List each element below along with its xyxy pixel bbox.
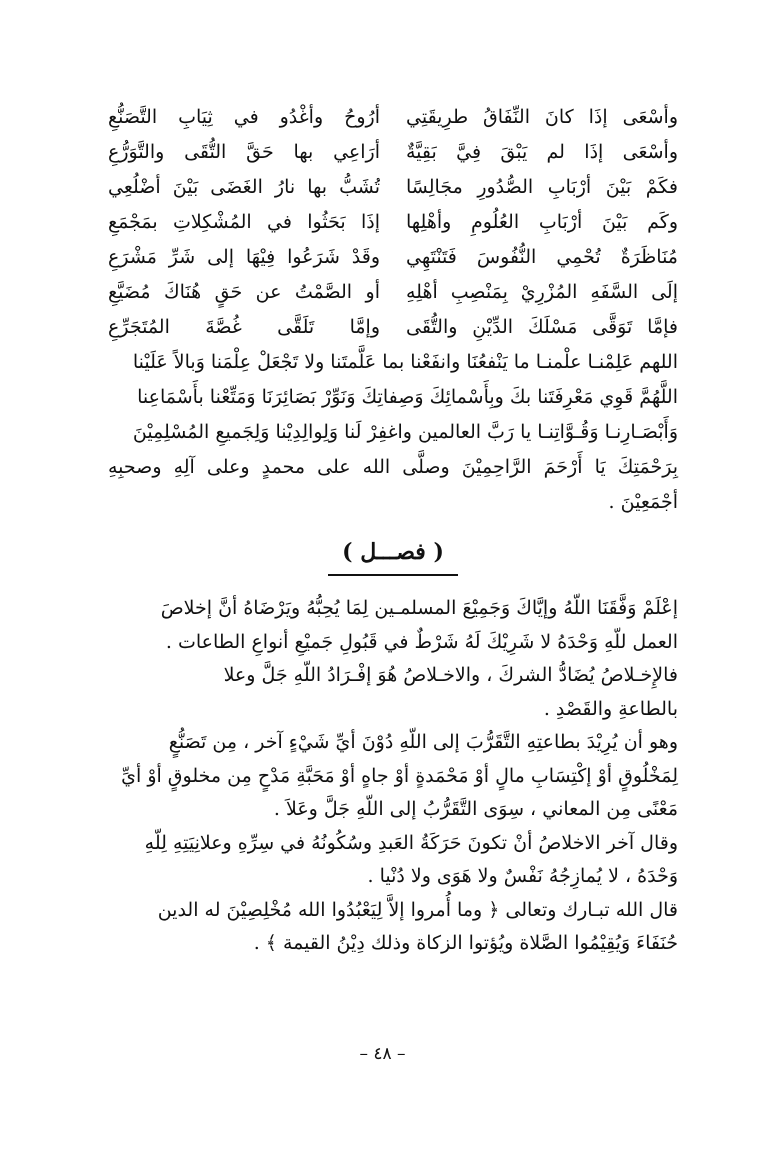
- poem: [108, 100, 678, 345]
- poem-verse: [108, 310, 678, 345]
- section-line: حُنَفَاءَ وَيُقِيْمُوا الصَّلاة ويُؤتوا الزكاة وذلك دِيْنُ القيمة ﴾ .: [253, 932, 678, 954]
- verse-right-hemistich: مُنَاظَرَةٌ تُحْمِي النُّفُوسَ فَتَنْتَهِي: [406, 246, 678, 268]
- section-line: قال الله تبـارك وتعالى ﴿ وما أُمروا إلاَّ لِيَعْبُدُوا الله مُخْلِصِيْنَ له الدين: [157, 898, 678, 921]
- verse-left-hemistich: إذَا بَحَثُوا في المُشْكِلاتِ بمَجْمَعِ: [108, 211, 380, 233]
- verse-left-hemistich: أرُوحُ وأغْدُو في ثِيَابِ التَّصَنُّعِ: [108, 106, 380, 128]
- verse-right-hemistich: إلَى السَّفَهِ المُزْرِيْ بِمَنْصِبِ أهْلِهِ: [406, 281, 678, 303]
- poem-verse: [108, 170, 678, 205]
- verse-left-hemistich: أرَاعِي بها حَقَّ التُّقَى والتَّوَرُّعِ: [108, 141, 380, 163]
- poem-verse: [108, 100, 678, 135]
- verse-left-hemistich: تُشَبُّ بها نارُ الغَضَى بَيْنَ أضْلُعِي: [108, 176, 380, 198]
- page-body: [108, 100, 678, 961]
- verse-right-hemistich: فكَمْ بَيْنَ أرْبَابِ الصُّدُورِ مجَالِسًا: [406, 176, 678, 198]
- verse-right-hemistich: وأسْعَى إذَا لم يَبْقَ فِيَّ بَقِيَّةٌ: [406, 141, 678, 163]
- section-line: فالإِخـلاصُ يُضَادُّ الشركَ ، والاخـلاصُ هُوَ إفْـرَادُ اللّهِ جَلَّ وعلا: [223, 664, 678, 686]
- poem-verse: [108, 205, 678, 240]
- section-line: لِمَخْلُوقٍ أوْ إكْتِسَابِ مالٍ أوْ مَحْمَدةٍ أوْ جاهٍ أوْ مَحَبَّةِ مَدْحٍ مِن مخلوقٍ أوْ أيِّ: [121, 764, 678, 787]
- verse-left-hemistich: وإمَّا تَلَقَّى غُصَّةَ المُتَجَرِّعِ: [108, 316, 380, 338]
- closing-prayer: [108, 345, 678, 520]
- verse-right-hemistich: وأسْعَى إذَا كانَ النِّفَاقُ طرِيقَتِي: [406, 106, 678, 128]
- prayer-line: وَأَبْصَـارِنـا وَقُـوَّاتِنـا يا رَبَّ العالمين واغفِرْ لَنا وَلِوالِدِيْنا وَلِجَميعِ المُسْلِمِيْنَ: [132, 421, 678, 443]
- prayer-line: اللهم عَلِمْنـا علْمنـا ما يَنْفعُنَا وانفَعْنا بما عَلَّمتَنا ولا تَجْعَلْ عِلْمَنا وَبالاً عَلَيْنا: [132, 351, 678, 373]
- section-line: وَحْدَهُ ، لا يُمازِجُهُ نَفْسٌ ولا هَوَى ولا دُنْيا .: [367, 865, 678, 887]
- poem-verse: [108, 240, 678, 275]
- prayer-line: بِرَحْمَتِكَ يَا أَرْحَمَ الرَّاحِمِيْنَ وصلَّى الله على محمدٍ وعلى آلِهِ وصحبِهِ أجْمَعِيْنَ .: [108, 456, 678, 513]
- verse-left-hemistich: أو الصَّمْتُ عن حَقٍ هُنَاكَ مُضَيَّعِ: [108, 281, 380, 303]
- page-number: – ٤٨ –: [359, 1044, 406, 1064]
- section-heading: [108, 530, 678, 574]
- poem-verse: [108, 275, 678, 310]
- verse-right-hemistich: وكَم بَيْنَ أرْبَابِ العُلُومِ وأهْلِها: [406, 211, 678, 233]
- section-line: العمل للّهِ وَحْدَهُ لا شَرِيْكَ لَهُ شَرْطٌ في قَبُولِ جَميْعِ أنواعِ الطاعات .: [165, 630, 678, 653]
- section-line: وهو أن يُرِيْدَ بطاعتِهِ التَّقَرُّبَ إلى اللّهِ دُوْنَ أيِّ شَيْءٍ آخر ، مِن تَصَنُّعٍ: [168, 731, 678, 753]
- section-line: مَعْنًى مِن المعاني ، سِوَى التَّقَرُّبُ إلى اللّهِ جَلَّ وعَلاَ .: [273, 798, 678, 820]
- poem-verse: [108, 135, 678, 170]
- verse-left-hemistich: وقَدْ شَرَعُوا فِيْهَا إلى شَرِّ مَشْرَعِ: [108, 246, 380, 268]
- section-line: إعْلَمْ وَفَّقَنَا اللّهُ وإيَّاكَ وَجَمِيْعَ المسلمـين لِمَا يُحِبُّهُ ويَرْضَاهُ أنَّ إخلاصَ: [160, 597, 678, 619]
- prayer-line: اللَّهُمَّ قَوِي مَعْرِفَتَنا بكَ وبِأَسْمائِكَ وَصِفاتِكَ وَنَوِّرْ بَصَائِرَنَا وَمَتِّعْنا بأَسْمَاعِنا: [137, 386, 678, 408]
- section-heading-text: ( فصـــل ): [328, 530, 458, 576]
- section-body: [108, 592, 678, 961]
- section-line: وقال آخر الاخلاصُ أنْ تكونَ حَرَكَةُ العَبدِ وسُكُونُهُ في سِرِّهِ وعلانِيَتِهِ لِلّهِ: [144, 831, 678, 854]
- verse-right-hemistich: فإمَّا تَوَقَّى مَسْلَكَ الدِّيْنِ والتُّقَى: [406, 316, 678, 338]
- section-line: بالطاعةِ والقَصْدِ .: [543, 697, 678, 720]
